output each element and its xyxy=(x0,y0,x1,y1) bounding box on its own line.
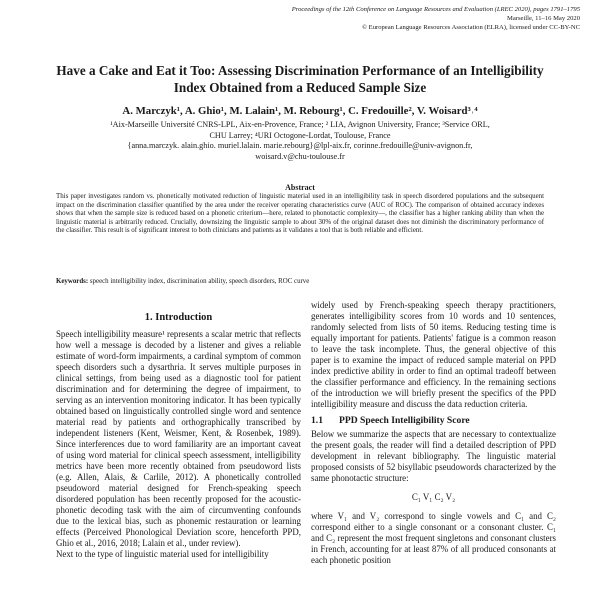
right-column xyxy=(311,300,556,566)
email-line: woisard.v@chu-toulouse.fr xyxy=(255,151,345,161)
affiliation-line: CHU Larrey; ⁴URI Octogone-Lordat, Toulouse, France xyxy=(209,130,391,140)
keywords-text: speech intelligibility index, discrimination ability, speech disorders, ROC curve xyxy=(88,278,310,285)
phonotactic-formula: C₁ V₁ C₂ V₂ xyxy=(411,492,456,502)
subsection-paragraph-2: where V₁ and V₂ correspond to single vowels and C₁ and C₂ correspond either to a single consonant or a consonant cluster. C₁ and C₂ represent the most frequent singletons and consonant clusters in French, accounting for at least 87% of all produced consonants at each phonetic position xyxy=(311,511,556,565)
abstract-heading: Abstract xyxy=(285,183,315,192)
subsection-paragraph: Below we summarize the aspects that are necessary to contextualize the present goals, the reader will find a detailed description of PPD development in relevant bibliography. The linguistic material proposed consists of 52 bisyllabic pseudowords characterized by the same phonotactic structure: xyxy=(311,429,556,483)
license-line: © European Language Resources Association (ELRA), licensed under CC-BY-NC xyxy=(362,23,580,31)
proceedings-header xyxy=(292,6,580,32)
email-line: {anna.marczyk. alain.ghio. muriel.lalain. marie.rebourg}@lpl-aix.fr, corinne.fredouille@univ-avignon.fr, xyxy=(127,141,473,151)
subsection-heading xyxy=(311,415,556,426)
author-list: A. Marczyk¹, A. Ghio¹, M. Lalain¹, M. Rebourg¹, C. Fredouille², V. Woisard³˒⁴ xyxy=(122,105,478,117)
keywords xyxy=(56,278,544,287)
intro-paragraph: Speech intelligibility measure¹ represents a scalar metric that reflects how well a message is decoded by a listener and gives a reliable estimate of word-form impairments, a cardinal symptom of common speech disorders such a dysarthria. It serves multiple purposes in clinical settings, from being used as a diagnostic tool for patient discrimination and for determining the degree of impairment, to serving as an intervention monitoring indicator. It has been typically obtained based on linguistically controlled single word and sentence material read by patients and orthographically transcribed by independent listeners (Kent, Weismer, Kent, & Rosenbek, 1989). Since interferences due to word familiarity are an important caveat of using word material for clinical speech assessment, intelligibility metrics have been more recently obtained from pseudoword lists (e.g. Allen, Alais, & Carlile, 2012). A phonetically controlled pseudoword material designed for French-speaking speech disordered population has been recently proposed for the acoustic-phonetic decoding task with the aim of circumventing confounds due to the lexical bias, such as phonemic restauration or learning effects (Perceived Phonological Deviation score, henceforth PPD, Ghio et al., 2016, 2018; Lalain et al., under review). xyxy=(56,329,301,548)
abstract-text: This paper investigates random vs. phonetically motivated reduction of linguistic material used in an intelligibility task in speech disordered populations and the subsequent impact on the discrimination classifier quantified by the area under the receiver operating characteristics curve (AUC of ROC). The comparison of obtained accuracy indexes shows that when the sample size is reduced based on a phonetic criterium—here, related to phonotactic complexity—, the classifier has a higher ranking ability than when the linguistic material is arbitrarily reduced. Crucially, downsizing the linguistic sample to about 30% of the original dataset does not diminish the discriminatory performance of the classifier. This result is of significant interest to both clinicians and patients as it validates a tool that is both reliable and efficient. xyxy=(56,193,544,234)
affiliations xyxy=(40,120,560,162)
left-column xyxy=(56,300,301,560)
proceedings-line: Proceedings of the 12th Conference on Language Resources and Evaluation (LREC 2020), pages 1791–1795 xyxy=(291,6,580,13)
subsection-number: 1.1 xyxy=(311,415,323,426)
intro-paragraph-continued: widely used by French-speaking speech therapy practitioners, generates intelligibility scores from 10 words and 10 sentences, randomly selected from lists of 50 items. Reducing testing time is equally important for patients. Patients' fatigue is a common reason to leave the task incomplete. Thus, the general objective of this paper is to examine the impact of reduced sample material on PPD index predictive ability in order to find an optimal tradeoff between the classifier performance and efficiency. In the remaining sections of the introduction we will briefly present the specifics of the PPD intelligibility measure and discuss the data reduction criteria. xyxy=(311,300,556,409)
intro-paragraph-2: Next to the type of linguistic material used for intelligibility xyxy=(56,549,269,559)
paper-title: Have a Cake and Eat it Too: Assessing Discrimination Performance of an Intelligibility Index Obtained from a Reduced Sample Size xyxy=(56,63,544,95)
affiliation-line: ¹Aix-Marseille Université CNRS-LPL, Aix-en-Provence, France; ² LIA, Avignon University, France; ³Service ORL, xyxy=(110,120,490,129)
section-heading-introduction: 1. Introduction xyxy=(144,312,213,323)
venue-line: Marseille, 11–16 May 2020 xyxy=(506,14,580,22)
keywords-label: Keywords: xyxy=(56,278,89,285)
subsection-title: PPD Speech Intelligibility Score xyxy=(339,415,470,426)
